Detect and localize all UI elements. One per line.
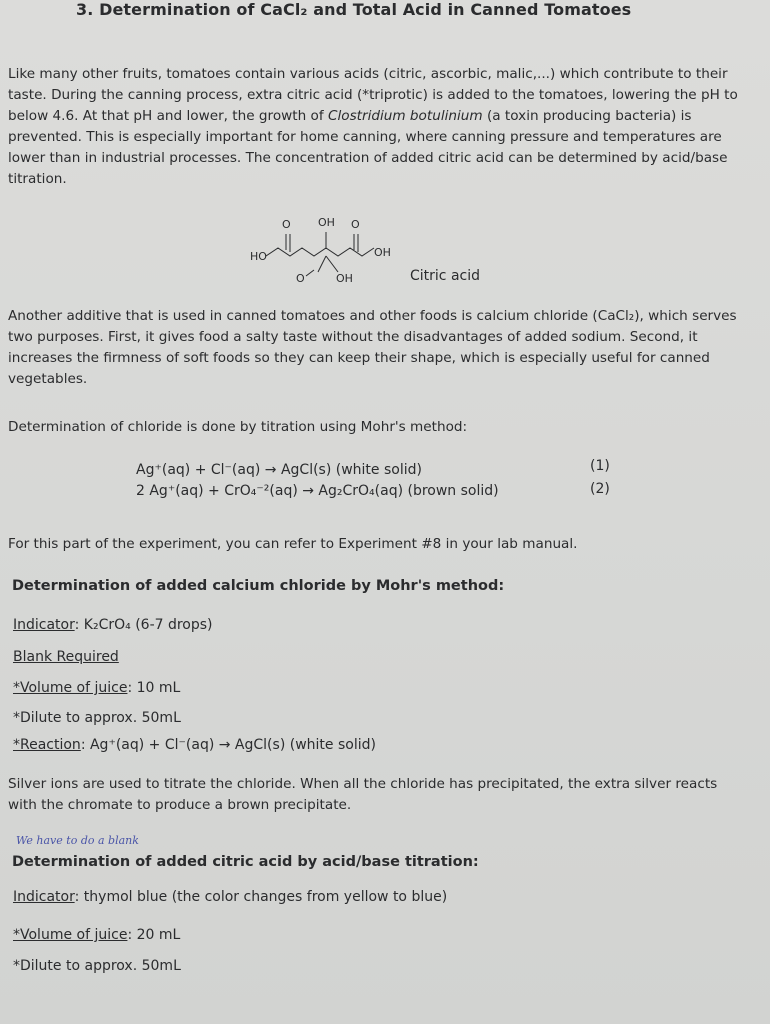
lower-branch [318, 256, 326, 272]
atom-label-o-2: O [351, 218, 360, 231]
mohr-reaction-value: : Ag⁺(aq) + Cl⁻(aq) → AgCl(s) (white solid) [80, 737, 376, 753]
silver-paragraph: Silver ions are used to titrate the chloride. When all the chloride has precipitated, the extra silver reacts with the chromate to produce a brown precipitate. [8, 776, 718, 813]
mohr-volume [13, 680, 180, 696]
citric-section-heading: Determination of added citric acid by acid/base titration: [12, 854, 479, 870]
citric-volume [13, 927, 180, 943]
mohr-indicator [13, 617, 213, 633]
citric-volume-value: : 20 mL [127, 927, 181, 943]
blank-required: Blank Required [13, 649, 119, 665]
mohr-section-heading: Determination of added calcium chloride by Mohr's method: [12, 578, 505, 594]
handwritten-note: We have to do a blank [16, 834, 139, 847]
citric-volume-label: *Volume of juice [13, 927, 128, 943]
equation-2-number: (2) [590, 481, 610, 497]
atom-label-ho: HO [250, 250, 267, 263]
atom-label-o-3: O [296, 272, 305, 285]
refer-line: For this part of the experiment, you can refer to Experiment #8 in your lab manual. [8, 536, 578, 552]
lower-carbonyl [306, 270, 314, 276]
mohr-intro-line: Determination of chloride is done by titration using Mohr's method: [8, 419, 468, 435]
mohr-volume-label: *Volume of juice [13, 680, 128, 696]
additive-paragraph: Another additive that is used in canned tomatoes and other foods is calcium chloride (CaCl₂), which serves two purposes. First, it gives food a salty taste without the disadvantages of added sodium. Second, it increases the firmness of soft foods so they can keep their shape, which is especially useful for canned vegetables. [8, 308, 737, 387]
intro-text-1: Like many other fruits, tomatoes contain various acids (citric, ascorbic, malic,...) which contribute to their taste. During the canning process, extra citric acid (*triprotic) is added to the tomatoes, lowering the pH to below 4.6. At that pH and lower, the growth of [8, 66, 738, 124]
equation-block [136, 460, 499, 502]
citric-indicator-label: Indicator [13, 889, 75, 905]
mohr-indicator-value: : K₂CrO₄ (6-7 drops) [74, 617, 213, 633]
atom-label-o-1: O [282, 218, 291, 231]
atom-label-oh-top: OH [318, 216, 335, 229]
mohr-reaction [13, 737, 376, 753]
citric-acid-label: Citric acid [410, 268, 480, 284]
mohr-volume-value: : 10 mL [127, 680, 181, 696]
intro-paragraph [8, 64, 738, 190]
atom-label-oh-bottom: OH [336, 272, 353, 285]
section-title: 3. Determination of CaCl₂ and Total Acid in Canned Tomatoes [76, 0, 632, 19]
citric-indicator [13, 889, 447, 905]
mohr-indicator-label: Indicator [13, 617, 75, 633]
atom-label-oh-right: OH [374, 246, 391, 259]
equation-1-number: (1) [590, 458, 610, 474]
citric-acid-structure [248, 212, 408, 292]
lower-branch-2 [326, 256, 338, 272]
citric-indicator-value: : thymol blue (the color changes from yellow to blue) [74, 889, 448, 905]
mohr-reaction-label: *Reaction [13, 737, 81, 753]
equation-1: Ag⁺(aq) + Cl⁻(aq) → AgCl(s) (white solid) [136, 462, 422, 478]
equation-2: 2 Ag⁺(aq) + CrO₄⁻²(aq) → Ag₂CrO₄(aq) (brown solid) [136, 483, 499, 499]
citric-dilute: *Dilute to approx. 50mL [13, 958, 181, 974]
intro-text-2: (a toxin producing bacteria) is prevented. This is especially important for home canning, where canning pressure and temperatures are lower than in industrial processes. The concentration of added citric acid can be determined by acid/base titration. [8, 108, 728, 187]
mohr-dilute: *Dilute to approx. 50mL [13, 710, 181, 726]
organism-name: Clostridium botulinium [327, 108, 483, 124]
